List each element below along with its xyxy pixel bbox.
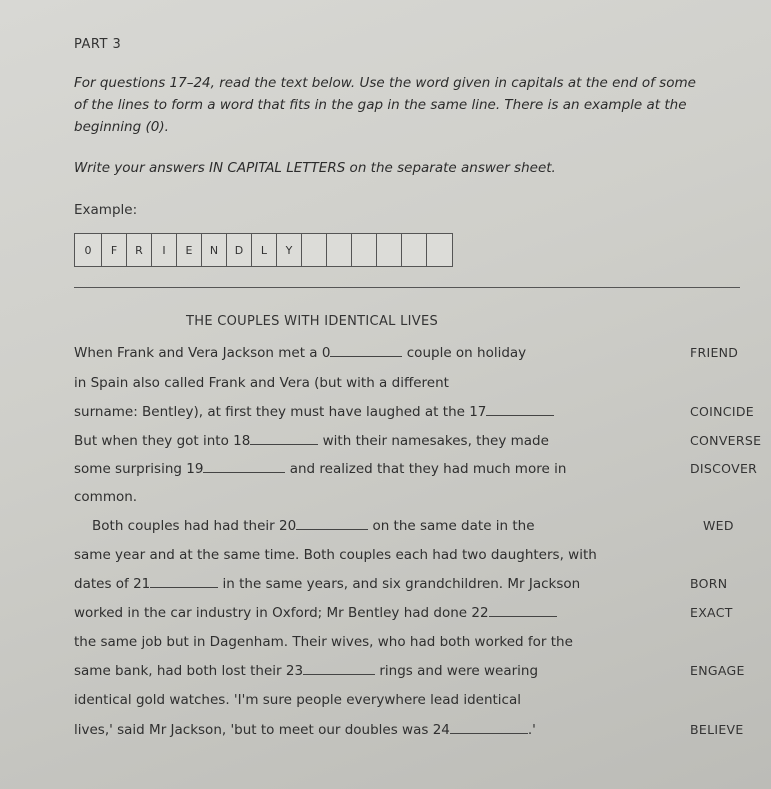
part-title: PART 3: [74, 37, 122, 52]
keyword: EXACT: [690, 605, 733, 620]
line-text: surname: Bentley), at first they must have laughed at the 17: [74, 404, 487, 420]
answer-gap-20[interactable]: [296, 518, 368, 530]
answer-gap-22[interactable]: [489, 605, 557, 617]
text-line: [92, 518, 535, 534]
letter-box: [427, 234, 452, 266]
answer-gap-17[interactable]: [486, 404, 554, 416]
text-line: [74, 605, 557, 621]
line-text: same bank, had both lost their 23: [74, 663, 304, 679]
text-line: [74, 634, 573, 650]
example-answer-boxes: [74, 233, 453, 267]
line-text: dates of 21: [74, 576, 151, 592]
text-line: [74, 722, 536, 738]
letter-box: F: [102, 234, 127, 266]
letter-box: N: [202, 234, 227, 266]
answer-gap-18[interactable]: [250, 433, 318, 445]
line-text: .': [527, 722, 536, 738]
line-text: in the same years, and six grandchildren. Mr Jackson: [218, 576, 581, 592]
keyword: BORN: [690, 576, 728, 591]
line-text: But when they got into 18: [74, 433, 251, 449]
answer-gap-19[interactable]: [203, 461, 285, 473]
text-line: [74, 663, 538, 679]
letter-box: [402, 234, 427, 266]
letter-box: E: [177, 234, 202, 266]
line-text: same year and at the same time. Both couples each had two daughters, with: [74, 547, 597, 563]
line-text: and realized that they had much more in: [285, 461, 567, 477]
keyword: ENGAGE: [690, 663, 745, 678]
text-line: [74, 461, 566, 477]
letter-box: R: [127, 234, 152, 266]
answer-gap-23[interactable]: [303, 663, 375, 675]
letter-box: [327, 234, 352, 266]
answer-gap[interactable]: [330, 345, 402, 357]
text-line: [74, 433, 549, 449]
letter-box: Y: [277, 234, 302, 266]
line-text: the same job but in Dagenham. Their wives, who had both worked for the: [74, 634, 573, 650]
line-text: in Spain also called Frank and Vera (but with a different: [74, 375, 449, 391]
line-text: with their namesakes, they made: [318, 433, 549, 449]
text-line: [74, 576, 580, 592]
text-line: [74, 345, 526, 361]
line-text: Both couples had had their 20: [92, 518, 297, 534]
letter-box: D: [227, 234, 252, 266]
text-title: THE COUPLES WITH IDENTICAL LIVES: [186, 314, 439, 329]
example-number-box: 0: [75, 234, 102, 266]
keyword: CONVERSE: [690, 433, 762, 448]
line-text: couple on holiday: [402, 345, 527, 361]
text-line: [74, 547, 597, 563]
keyword: DISCOVER: [690, 461, 758, 476]
line-text: some surprising 19: [74, 461, 204, 477]
line-text: common.: [74, 489, 138, 505]
instruction-line-3: beginning (0).: [74, 119, 169, 135]
keyword: FRIEND: [690, 345, 739, 360]
keyword: COINCIDE: [690, 404, 754, 419]
instruction-line-2: of the lines to form a word that fits in the gap in the same line. There is an example at the: [74, 97, 687, 113]
letter-box: [352, 234, 377, 266]
text-line: [74, 404, 554, 420]
letter-box: [377, 234, 402, 266]
write-instruction: Write your answers IN CAPITAL LETTERS on the separate answer sheet.: [74, 160, 556, 176]
line-text: on the same date in the: [368, 518, 535, 534]
instruction-line-1: For questions 17–24, read the text below. Use the word given in capitals at the end of some: [74, 75, 696, 91]
line-text: rings and were wearing: [375, 663, 539, 679]
text-line: [74, 692, 521, 708]
line-text: identical gold watches. 'I'm sure people everywhere lead identical: [74, 692, 522, 708]
keyword: WED: [703, 518, 734, 533]
example-label: Example:: [74, 202, 138, 218]
keyword: BELIEVE: [690, 722, 744, 737]
line-text: lives,' said Mr Jackson, 'but to meet our doubles was 24: [74, 722, 450, 738]
answer-gap-21[interactable]: [150, 576, 218, 588]
answer-gap-24[interactable]: [450, 722, 528, 734]
letter-box: [302, 234, 327, 266]
line-text: When Frank and Vera Jackson met a 0: [74, 345, 331, 361]
text-line: [74, 375, 449, 391]
text-line: [74, 489, 137, 505]
letter-box: L: [252, 234, 277, 266]
line-text: worked in the car industry in Oxford; Mr Bentley had done 22: [74, 605, 489, 621]
section-divider: [74, 287, 740, 288]
letter-box: I: [152, 234, 177, 266]
